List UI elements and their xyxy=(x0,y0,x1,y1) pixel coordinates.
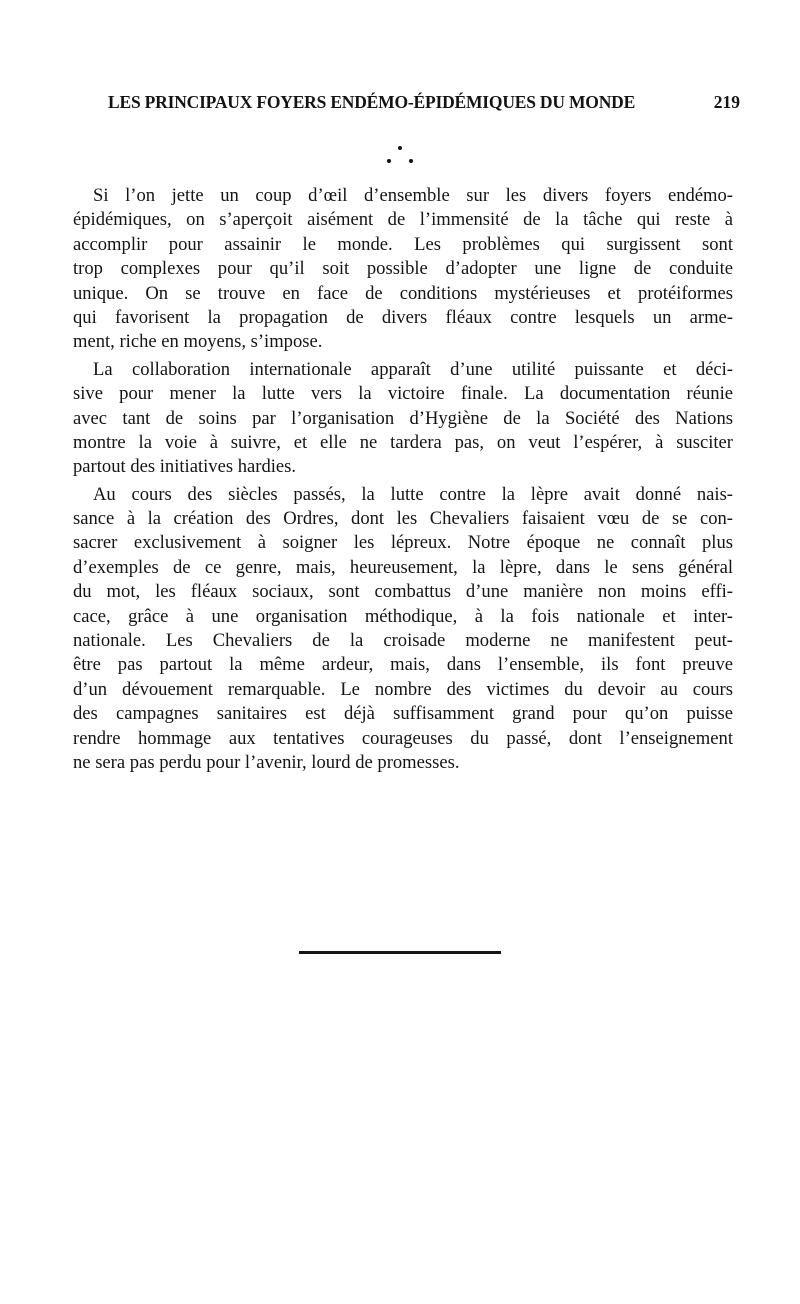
text-line: sance à la création des Ordres, dont les Chevaliers faisaient vœu de se con- xyxy=(73,508,733,530)
asterism-dot xyxy=(387,159,391,163)
asterism-dot xyxy=(409,159,413,163)
text-line: avec tant de soins par l’organisation d’Hygiène de la Société des Nations xyxy=(73,407,733,429)
text-line: Au cours des siècles passés, la lutte contre la lèpre avait donné nais- xyxy=(93,483,733,505)
text-line: d’exemples de ce genre, mais, heureusement, la lèpre, dans le sens général xyxy=(73,556,733,578)
paragraph-3 xyxy=(73,483,733,776)
asterism-dot xyxy=(398,146,402,150)
text-line: épidémiques, on s’aperçoit aisément de l’immensité de la tâche qui reste à xyxy=(73,209,733,231)
page-number: 219 xyxy=(713,92,740,112)
text-line: Si l’on jette un coup d’œil d’ensemble sur les divers foyers endémo- xyxy=(93,185,733,206)
text-line: être pas partout la même ardeur, mais, dans l’ensemble, ils font preuve xyxy=(73,654,733,676)
text-line: La collaboration internationale apparaît d’une utilité puissante et déci- xyxy=(93,358,733,380)
text-line: ne sera pas perdu pour l’avenir, lourd de promesses. xyxy=(73,751,460,773)
text-line: unique. On se trouve en face de conditions mystérieuses et protéiformes xyxy=(73,282,733,304)
text-line: rendre hommage aux tentatives courageuses du passé, dont l’enseignement xyxy=(73,727,733,749)
text-line: cace, grâce à une organisation méthodique, à la fois nationale et inter- xyxy=(73,605,733,627)
text-line: qui favorisent la propagation de divers fléaux contre lesquels un arme- xyxy=(73,306,733,328)
paragraph-1 xyxy=(73,184,733,355)
text-line: trop complexes pour qu’il soit possible d’adopter une ligne de conduite xyxy=(73,258,733,280)
text-line: montre la voie à suivre, et elle ne tardera pas, on veut l’espérer, à susciter xyxy=(73,431,733,453)
text-line: d’un dévouement remarquable. Le nombre des victimes du devoir au cours xyxy=(73,678,733,700)
running-head xyxy=(108,92,740,120)
text-line: ment, riche en moyens, s’impose. xyxy=(73,331,323,353)
paragraph-2 xyxy=(73,358,733,480)
text-line: sive pour mener la lutte vers la victoire finale. La documentation réunie xyxy=(73,383,733,405)
chapter-end-rule xyxy=(299,951,501,954)
text-line: du mot, les fléaux sociaux, sont combattus d’une manière non moins effi- xyxy=(73,581,733,603)
body-text xyxy=(73,184,733,775)
text-line: partout des initiatives hardies. xyxy=(73,456,297,478)
text-line: des campagnes sanitaires est déjà suffisamment grand pour qu’on puisse xyxy=(73,703,733,725)
text-line: sacrer exclusivement à soigner les lépreux. Notre époque ne connaît plus xyxy=(73,532,733,554)
asterism-ornament xyxy=(383,140,417,170)
running-title: LES PRINCIPAUX FOYERS ENDÉMO-ÉPIDÉMIQUES DU MONDE xyxy=(108,92,636,112)
text-line: accomplir pour assainir le monde. Les problèmes qui surgissent sont xyxy=(73,233,733,255)
text-line: nationale. Les Chevaliers de la croisade moderne ne manifestent peut- xyxy=(73,630,733,652)
